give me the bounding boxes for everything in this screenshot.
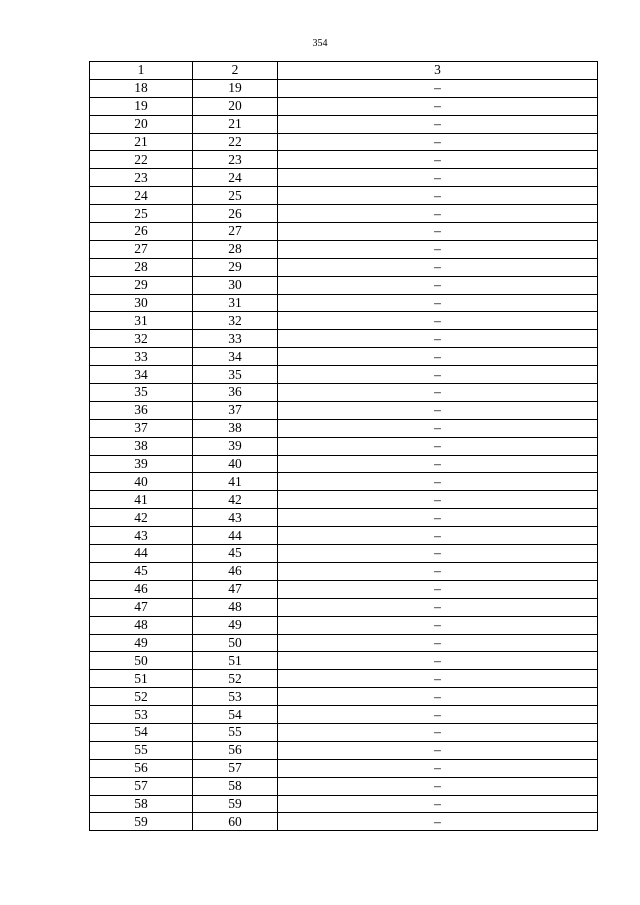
table-cell-dash: –: [278, 276, 598, 294]
table-row: [90, 580, 598, 598]
table-row: [90, 384, 598, 402]
table-row: [90, 419, 598, 437]
table-cell: 35: [193, 366, 278, 384]
table-cell: 24: [193, 169, 278, 187]
table-row: [90, 187, 598, 205]
table-cell-dash: –: [278, 706, 598, 724]
table-cell-dash: –: [278, 419, 598, 437]
table-cell: 56: [90, 759, 193, 777]
table-cell: 39: [193, 437, 278, 455]
table-cell: 46: [90, 580, 193, 598]
table-cell: 36: [90, 401, 193, 419]
table-cell: 50: [193, 634, 278, 652]
table-cell: 44: [90, 545, 193, 563]
table-cell: 41: [193, 473, 278, 491]
table-row: [90, 455, 598, 473]
table-row: [90, 401, 598, 419]
table-cell: 30: [90, 294, 193, 312]
table-cell: 48: [193, 598, 278, 616]
column-header: 3: [278, 62, 598, 80]
table-cell-dash: –: [278, 723, 598, 741]
table-row: [90, 562, 598, 580]
table-cell-dash: –: [278, 258, 598, 276]
table-cell: 39: [90, 455, 193, 473]
table-row: [90, 97, 598, 115]
table-cell: 36: [193, 384, 278, 402]
table-cell: 60: [193, 813, 278, 831]
table-row: [90, 616, 598, 634]
table-cell-dash: –: [278, 205, 598, 223]
page-number: 354: [312, 38, 328, 49]
table-cell-dash: –: [278, 330, 598, 348]
table-cell: 38: [193, 419, 278, 437]
table-cell-dash: –: [278, 795, 598, 813]
table-cell: 53: [193, 688, 278, 706]
table-cell: 40: [90, 473, 193, 491]
table-cell: 34: [193, 348, 278, 366]
data-table: [89, 61, 598, 831]
table-row: [90, 688, 598, 706]
table-row: [90, 79, 598, 97]
table-cell-dash: –: [278, 115, 598, 133]
table-cell: 59: [90, 813, 193, 831]
table-cell-dash: –: [278, 598, 598, 616]
table-cell: 46: [193, 562, 278, 580]
table-cell-dash: –: [278, 688, 598, 706]
table-cell: 50: [90, 652, 193, 670]
table-row: [90, 634, 598, 652]
table-cell: 52: [90, 688, 193, 706]
table-cell: 45: [193, 545, 278, 563]
table-row: [90, 312, 598, 330]
table-cell: 41: [90, 491, 193, 509]
table-cell: 20: [193, 97, 278, 115]
table-cell-dash: –: [278, 401, 598, 419]
table-cell-dash: –: [278, 366, 598, 384]
table-cell: 19: [193, 79, 278, 97]
table-cell-dash: –: [278, 741, 598, 759]
table-cell-dash: –: [278, 813, 598, 831]
table-cell: 47: [193, 580, 278, 598]
table-cell-dash: –: [278, 580, 598, 598]
table-cell: 48: [90, 616, 193, 634]
table-row: [90, 598, 598, 616]
table-cell-dash: –: [278, 437, 598, 455]
table-cell: 33: [193, 330, 278, 348]
table-row: [90, 276, 598, 294]
table-cell: 25: [90, 205, 193, 223]
table-cell: 37: [90, 419, 193, 437]
table-cell: 45: [90, 562, 193, 580]
table-row: [90, 777, 598, 795]
table-row: [90, 348, 598, 366]
table-row: [90, 509, 598, 527]
table-cell: 22: [90, 151, 193, 169]
table-cell: 26: [90, 223, 193, 241]
table-cell: 19: [90, 97, 193, 115]
table-cell: 44: [193, 527, 278, 545]
table-cell: 40: [193, 455, 278, 473]
table-cell-dash: –: [278, 670, 598, 688]
column-header: 2: [193, 62, 278, 80]
table-row: [90, 437, 598, 455]
table-row: [90, 545, 598, 563]
table-header-row: [90, 62, 598, 80]
table-cell: 34: [90, 366, 193, 384]
table-cell: 27: [90, 240, 193, 258]
table-cell: 28: [90, 258, 193, 276]
table-cell: 18: [90, 79, 193, 97]
table-cell-dash: –: [278, 97, 598, 115]
table-cell: 57: [90, 777, 193, 795]
table-row: [90, 652, 598, 670]
table-cell: 58: [90, 795, 193, 813]
table-cell: 21: [193, 115, 278, 133]
table-cell-dash: –: [278, 294, 598, 312]
table-cell: 23: [193, 151, 278, 169]
table-cell: 54: [90, 723, 193, 741]
table-cell: 28: [193, 240, 278, 258]
table-cell: 51: [90, 670, 193, 688]
table-cell-dash: –: [278, 384, 598, 402]
table-row: [90, 330, 598, 348]
table-cell-dash: –: [278, 312, 598, 330]
table-cell-dash: –: [278, 491, 598, 509]
table-row: [90, 670, 598, 688]
table-cell: 49: [90, 634, 193, 652]
table-cell: 54: [193, 706, 278, 724]
column-header: 1: [90, 62, 193, 80]
table-row: [90, 741, 598, 759]
table-row: [90, 223, 598, 241]
table-row: [90, 151, 598, 169]
table-cell-dash: –: [278, 652, 598, 670]
table-cell: 42: [193, 491, 278, 509]
table-cell: 30: [193, 276, 278, 294]
table-cell: 29: [193, 258, 278, 276]
table-cell-dash: –: [278, 348, 598, 366]
table-cell-dash: –: [278, 777, 598, 795]
table-row: [90, 473, 598, 491]
table-row: [90, 706, 598, 724]
table-cell: 25: [193, 187, 278, 205]
table-cell-dash: –: [278, 223, 598, 241]
table-cell-dash: –: [278, 759, 598, 777]
table-row: [90, 133, 598, 151]
table-cell: 56: [193, 741, 278, 759]
table-cell: 33: [90, 348, 193, 366]
table-cell: 37: [193, 401, 278, 419]
table-cell-dash: –: [278, 634, 598, 652]
table-cell: 57: [193, 759, 278, 777]
table-row: [90, 169, 598, 187]
table-row: [90, 366, 598, 384]
table-row: [90, 527, 598, 545]
table-cell: 32: [193, 312, 278, 330]
table-cell: 59: [193, 795, 278, 813]
table-cell-dash: –: [278, 509, 598, 527]
table-row: [90, 491, 598, 509]
table-cell: 35: [90, 384, 193, 402]
table-cell: 47: [90, 598, 193, 616]
table-row: [90, 115, 598, 133]
table-cell-dash: –: [278, 187, 598, 205]
table-cell: 23: [90, 169, 193, 187]
table-cell: 38: [90, 437, 193, 455]
table-cell: 27: [193, 223, 278, 241]
table-cell-dash: –: [278, 151, 598, 169]
table-cell: 31: [90, 312, 193, 330]
table-row: [90, 205, 598, 223]
table-cell: 26: [193, 205, 278, 223]
table-cell: 32: [90, 330, 193, 348]
table-cell-dash: –: [278, 545, 598, 563]
table-row: [90, 723, 598, 741]
table-row: [90, 759, 598, 777]
table-cell: 51: [193, 652, 278, 670]
table-cell-dash: –: [278, 240, 598, 258]
table-cell-dash: –: [278, 169, 598, 187]
table-cell-dash: –: [278, 79, 598, 97]
table-cell: 55: [90, 741, 193, 759]
table-cell-dash: –: [278, 473, 598, 491]
table-row: [90, 240, 598, 258]
table-cell: 43: [193, 509, 278, 527]
table-row: [90, 813, 598, 831]
table-cell: 29: [90, 276, 193, 294]
table-cell: 53: [90, 706, 193, 724]
table-row: [90, 294, 598, 312]
table-cell-dash: –: [278, 455, 598, 473]
table-cell: 55: [193, 723, 278, 741]
table-body: [90, 79, 598, 830]
table-row: [90, 795, 598, 813]
table-cell-dash: –: [278, 133, 598, 151]
table-cell: 42: [90, 509, 193, 527]
table-cell: 58: [193, 777, 278, 795]
table-cell-dash: –: [278, 562, 598, 580]
table-cell: 24: [90, 187, 193, 205]
table-cell: 52: [193, 670, 278, 688]
table-cell: 22: [193, 133, 278, 151]
table-cell-dash: –: [278, 527, 598, 545]
table-cell: 43: [90, 527, 193, 545]
table-cell: 21: [90, 133, 193, 151]
table-cell: 20: [90, 115, 193, 133]
table-cell-dash: –: [278, 616, 598, 634]
table-cell: 31: [193, 294, 278, 312]
table-row: [90, 258, 598, 276]
table-cell: 49: [193, 616, 278, 634]
